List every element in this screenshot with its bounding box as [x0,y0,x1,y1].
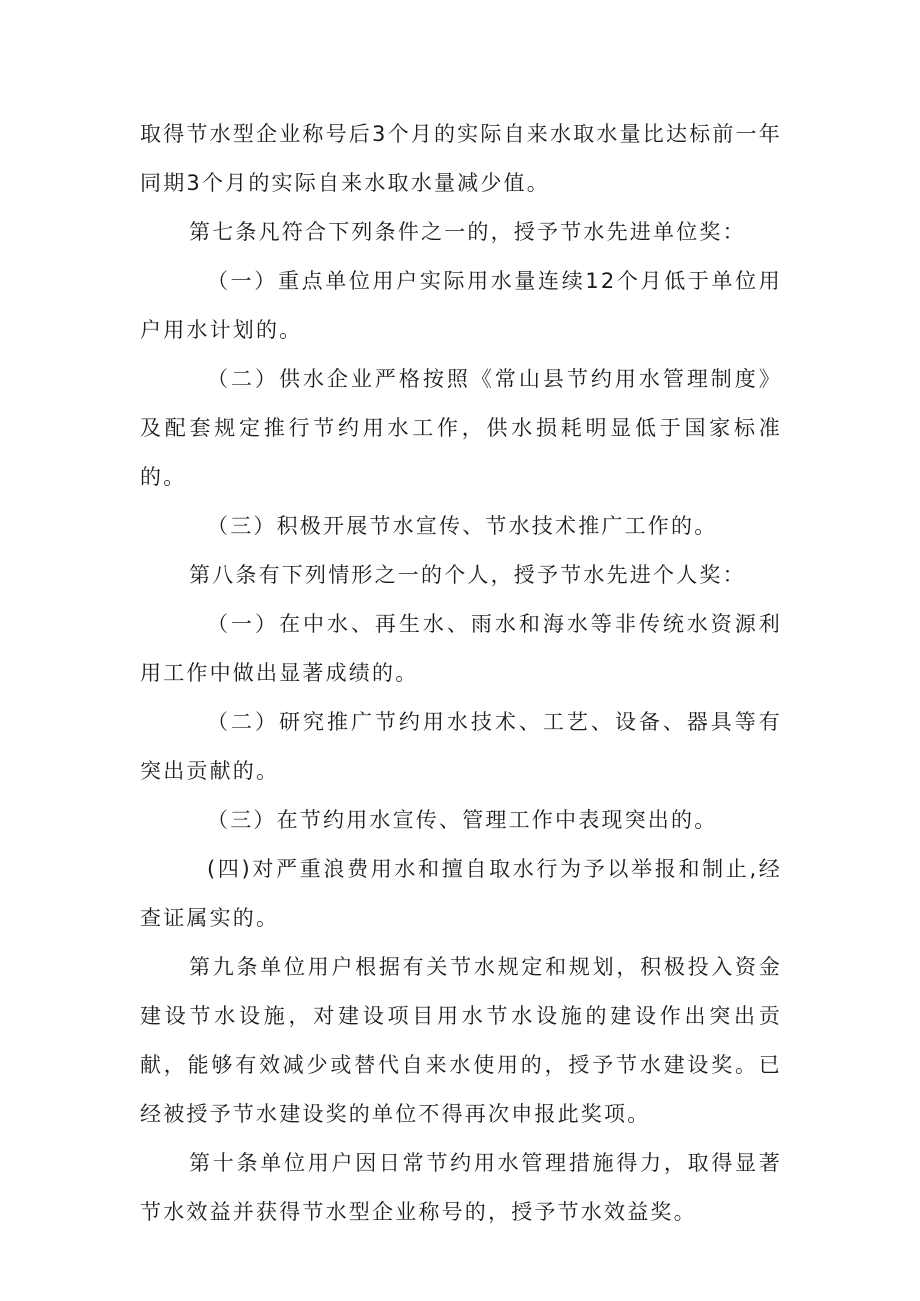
article-7-heading: 第七条凡符合下列条件之一的，授予节水先进单位奖： [189,220,746,244]
article-8-item-3: （三）在节约用水宣传、管理工作中表现突出的。 [207,808,718,832]
article-7-item-2: （二）供水企业严格按照《常山县节约用水管理制度》及配套规定推行节约用水工作，供水损耗明显低于国家标准的。 [140,367,782,489]
paragraph-continuation: 取得节水型企业称号后3个月的实际自来水取水量比达标前一年同期3个月的实际自来水取水量减少值。 [140,122,782,195]
article-8-heading: 第八条有下列情形之一的个人，授予节水先进个人奖： [189,563,746,587]
article-10-paragraph: 第十条单位用户因日常节约用水管理措施得力，取得显著节水效益并获得节水型企业称号的，授予节水效益奖。 [140,1151,782,1224]
article-7-item-3: （三）积极开展节水宣传、节水技术推广工作的。 [207,514,718,538]
article-8-item-1: （一）在中水、再生水、雨水和海水等非传统水资源利用工作中做出显著成绩的。 [140,612,782,685]
article-7-item-1: （一）重点单位用户实际用水量连续12个月低于单位用户用水计划的。 [140,269,782,342]
article-8-item-2: （二）研究推广节约用水技术、工艺、设备、器具等有突出贡献的。 [140,710,782,783]
document-page [140,110,782,1237]
article-9-paragraph: 第九条单位用户根据有关节水规定和规划，积极投入资金建设节水设施，对建设项目用水节水设施的建设作出突出贡献，能够有效减少或替代自来水使用的，授予节水建设奖。已经被授予节水建设奖的单位不得再次申报此奖项。 [140,955,782,1126]
article-8-item-4: (四)对严重浪费用水和擅自取水行为予以举报和制止,经查证属实的。 [140,857,782,930]
